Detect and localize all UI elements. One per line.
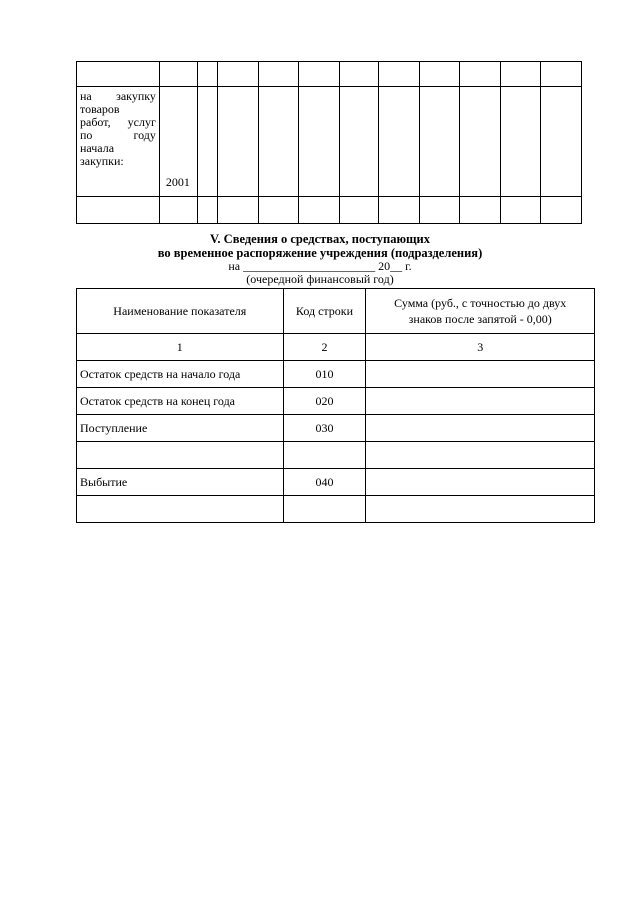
table-row <box>77 415 595 442</box>
column-header: Код строки <box>283 289 366 334</box>
sum-cell <box>366 442 595 469</box>
sum-cell <box>366 388 595 415</box>
table-header-row <box>77 289 595 334</box>
indicator-name: Выбытие <box>77 469 284 496</box>
line-code: 040 <box>283 469 366 496</box>
purchase-text-line: работ, услуг <box>80 115 156 129</box>
column-number-row <box>77 334 595 361</box>
indicator-name: Остаток средств на конец года <box>77 388 284 415</box>
table-row <box>77 87 582 197</box>
sum-cell <box>366 496 595 523</box>
section-title <box>0 232 640 260</box>
line-code: 030 <box>283 415 366 442</box>
table-row <box>77 62 582 87</box>
line-code <box>283 442 366 469</box>
column-number: 3 <box>366 334 595 361</box>
indicator-name: Остаток средств на начало года <box>77 361 284 388</box>
temporary-funds-table <box>76 288 595 523</box>
column-number: 2 <box>283 334 366 361</box>
line-code <box>283 496 366 523</box>
table-row <box>77 469 595 496</box>
purchase-text-line: по году <box>80 128 156 142</box>
line-code: 020 <box>283 388 366 415</box>
plan-table-fragment <box>76 61 582 224</box>
purchase-text-line: закупки: <box>80 154 124 168</box>
table-row <box>77 442 595 469</box>
date-line: на ______________________ 20__ г. <box>228 259 412 273</box>
section-title-line: во временное распоряжение учреждения (подразделения) <box>157 246 483 260</box>
column-header: Наименование показателя <box>77 289 284 334</box>
indicator-name <box>77 442 284 469</box>
sum-cell <box>366 469 595 496</box>
section-title-line: V. Сведения о средствах, поступающих <box>210 232 430 246</box>
indicator-name <box>77 496 284 523</box>
row-code-cell: 2001 <box>159 87 197 197</box>
sum-cell <box>366 361 595 388</box>
table-row <box>77 496 595 523</box>
table-row <box>77 388 595 415</box>
indicator-name: Поступление <box>77 415 284 442</box>
column-number: 1 <box>77 334 284 361</box>
purchase-text-line: на закупку <box>80 89 156 103</box>
table-row <box>77 197 582 224</box>
purchase-description-cell <box>77 87 160 197</box>
column-header: Сумма (руб., с точностью до двух знаков после запятой - 0,00) <box>366 289 595 334</box>
line-code: 010 <box>283 361 366 388</box>
sum-cell <box>366 415 595 442</box>
date-caption: (очередной финансовый год) <box>246 272 394 286</box>
table-row <box>77 361 595 388</box>
purchase-text-line: товаров <box>80 102 120 116</box>
purchase-text-line: начала <box>80 141 115 155</box>
